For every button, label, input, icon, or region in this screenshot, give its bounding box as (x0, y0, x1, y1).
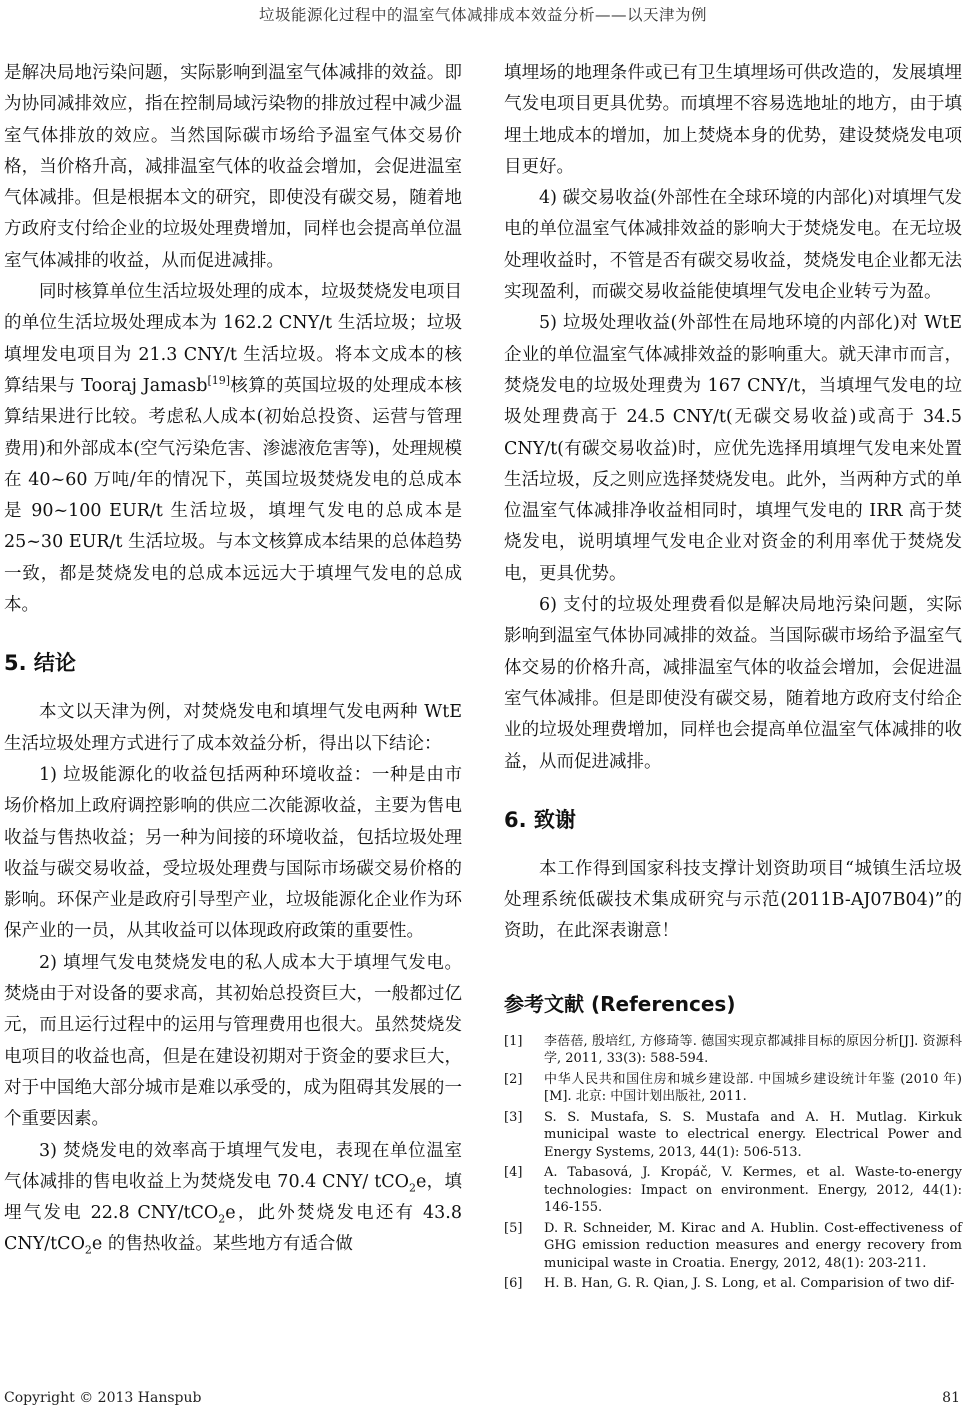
reference-item (504, 1275, 962, 1293)
paragraph: 1) 垃圾能源化的收益包括两种环境收益：一种是由市场价格加上政府调控影响的供应二次能源收益，主要为售电收益与售热收益；另一种为间接的环境收益，包括垃圾处理收益与碳交易收益，受垃圾处理费与国际市场碳交易价格的影响。环保产业是政府引导型产业，垃圾能源化企业作为环保产业的一员，从其收益可以体现政府政策的重要性。 (4, 764, 462, 942)
reference-item (504, 1109, 962, 1162)
reference-item (504, 1164, 962, 1217)
running-header: 垃圾能源化过程中的温室气体减排成本效益分析——以天津为例 (258, 6, 707, 24)
paragraph-text: e，填埋气发电 22.8 CNY/tCO (4, 1171, 462, 1224)
reference-item (504, 1071, 962, 1106)
reference-number: [2] (504, 1071, 523, 1087)
paragraph: 本工作得到国家科技支撑计划资助项目“城镇生活垃圾处理系统低碳技术集成研究与示范(2011B-AJ07B04)”的资助，在此深表谢意！ (504, 858, 962, 942)
paragraph: 本文以天津为例，对焚烧发电和填埋气发电两种 WtE 生活垃圾处理方式进行了成本效益分析，得出以下结论： (4, 702, 462, 754)
paragraph: 6) 支付的垃圾处理费看似是解决局地污染问题，实际影响到温室气体协同减排的效益。当国际碳市场给予温室气体交易的价格升高，减排温室气体的收益会增加，会促进温室气体减排。但是即使没有碳交易，随着地方政府支付给企业的垃圾处理费增加，同样也会提高单位温室气体减排的收益，从而促进减排。 (504, 595, 962, 772)
reference-number: [1] (504, 1033, 523, 1049)
reference-text: S. S. Mustafa, S. S. Mustafa and A. H. Mutlag. Kirkuk municipal waste to electrical energy. Electrical Power and Energy Systems, 2013, 44(1): 506-513. (544, 1109, 962, 1160)
reference-item (504, 1220, 962, 1273)
page-number: 81 (942, 1390, 960, 1406)
paragraph: 是解决局地污染问题，实际影响到温室气体减排的效益。即为协同减排效应，指在控制局域污染物的排放过程中减少温室气体排放的效应。当然国际碳市场给予温室气体交易价格，当价格升高，减排温室气体的收益会增加，会促进温室气体减排。但是根据本文的研究，即使没有碳交易，随着地方政府支付给企业的垃圾处理费增加，同样也会提高单位温室气体减排的收益，从而促进减排。 (4, 63, 462, 271)
left-column (4, 58, 462, 1261)
section-heading-conclusion: 5. 结论 (4, 651, 76, 676)
reference-number: [5] (504, 1220, 523, 1236)
citation: [19] (207, 374, 231, 388)
subscript: 2 (218, 1212, 226, 1226)
right-column (504, 58, 962, 1296)
reference-number: [4] (504, 1165, 523, 1181)
paragraph-text: 3) 焚烧发电的效率高于填埋气发电，表现在单位温室气体减排的售电收益上为焚烧发电 70.4 CNY/ tCO (4, 1140, 462, 1192)
paragraph-text: e，此外焚烧发电还有 43.8 CNY/tCO (4, 1203, 462, 1255)
reference-text: D. R. Schneider, M. Kirac and A. Hublin. Cost-effectiveness of GHG emission reduction measures and energy recovery from municipal waste in Croatia. Energy, 2012, 48(1): 203-211. (544, 1220, 962, 1271)
reference-text: A. Tabasová, J. Kropáč, V. Kermes, et al. Waste-to-energy technologies: Impact on environment. Energy, 2012, 44(1): 146-155. (544, 1165, 962, 1216)
reference-list (504, 1033, 962, 1293)
reference-item (504, 1033, 962, 1068)
reference-number: [6] (504, 1276, 523, 1292)
reference-text: H. B. Han, G. R. Qian, J. S. Long, et al. Comparision of two dif- (544, 1276, 955, 1292)
paragraph: 2) 填埋气发电焚烧发电的私人成本大于填埋气发电。焚烧由于对设备的要求高，其初始总投资巨大，一般都过亿元，而且运行过程中的运用与管理费用也很大。虽然焚烧发电项目的收益也高，但是在建设初期对于资金的要求巨大，对于中国绝大部分城市是难以承受的，成为阻碍其发展的一个重要因素。 (4, 952, 462, 1130)
references-heading: 参考文献 (References) (504, 991, 736, 1016)
paragraph: 4) 碳交易收益(外部性在全球环境的内部化)对填埋气发电的单位温室气体减排效益的影响大于焚烧发电。在无垃圾处理收益时，不管是否有碳交易收益，焚烧发电企业都无法实现盈利，而碳交易收益能使填埋气发电企业转亏为盈。 (504, 188, 962, 303)
paragraph (4, 277, 462, 621)
reference-number: [3] (504, 1109, 523, 1125)
subscript: 2 (408, 1181, 416, 1195)
section-heading-acknowledgement: 6. 致谢 (504, 807, 576, 832)
paragraph-text: 核算的英国垃圾的处理成本核算结果进行比较。考虑私人成本(初始总投资、运营与管理费用)和外部成本(空气污染危害、渗滤液危害等)，处理规模在 40~60 万吨/年的情况下，英国垃圾焚烧发电的总成本是 90~100 EUR/t 生活垃圾，填埋气发电的总成本是 25~30 EUR/t 生活垃圾。与本文核算成本结果的总体趋势一致，都是焚烧发电的总成本远远大于填埋气发电的总成本。 (4, 375, 462, 616)
subscript: 2 (84, 1243, 92, 1257)
paragraph-text: 同时核算单位生活垃圾处理的成本，垃圾焚烧发电项目的单位生活垃圾处理成本为 162.2 CNY/t 生活垃圾；垃圾填埋发电项目为 21.3 CNY/t 生活垃圾。将本文成本的核算结果与 Tooraj Jamasb (4, 282, 462, 396)
paragraph: 填埋场的地理条件或已有卫生填埋场可供改造的，发展填埋气发电项目更具优势。而填埋不容易选地址的地方，由于填埋土地成本的增加，加上焚烧本身的优势，建设焚烧发电项目更好。 (504, 63, 962, 177)
paragraph: 5) 垃圾处理收益(外部性在局地环境的内部化)对 WtE 企业的单位温室气体减排效益的影响重大。就天津市而言，焚烧发电的垃圾处理费为 167 CNY/t，当填埋气发电的垃圾处理费高于 24.5 CNY/t(无碳交易收益)或高于 34.5 CNY/t(有碳交易收益)时，应优先选择用填埋气发电来处置生活垃圾，反之则应选择焚烧发电。此外，当两种方式的单位温室气体减排净收益相同时，填埋气发电的 IRR 高于焚烧发电，说明填埋气发电企业对资金的利用率优于焚烧发电，更具优势。 (504, 313, 962, 584)
reference-text: 中华人民共和国住房和城乡建设部. 中国城乡建设统计年鉴 (2010 年)[M]. 北京: 中国计划出版社, 2011. (544, 1071, 962, 1105)
paragraph-text: e 的售热收益。某些地方有适合做 (91, 1234, 353, 1255)
paragraph (4, 1136, 462, 1261)
reference-text: 李蓓蓓, 殷培红, 方修琦等. 德国实现京都减排目标的原因分析[J]. 资源科学, 2011, 33(3): 588-594. (544, 1033, 962, 1067)
copyright: Copyright © 2013 Hanspub (4, 1390, 202, 1406)
